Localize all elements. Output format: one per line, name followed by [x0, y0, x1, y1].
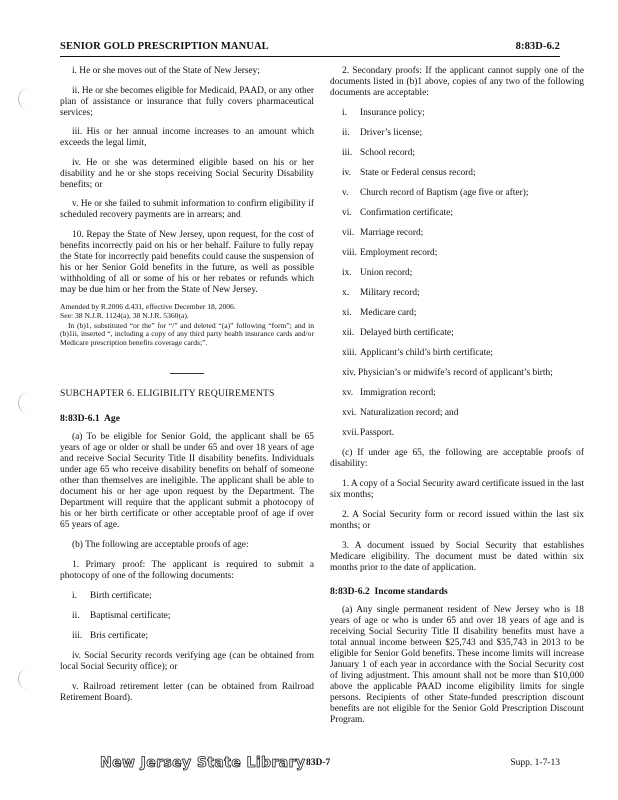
list-item-text: Delayed birth certificate; [360, 328, 454, 338]
page-number: 83D-7 [306, 758, 331, 768]
list-item-number: vii. [342, 228, 355, 238]
amendment-note: In (b)1, substituted “or the” for “/” and deleted “(a)” following “form”; and in (b)1ii, inserted “, including a copy of any third party health insurance cards and/or Medicare prescription benefits coverage cards;”. [60, 320, 314, 347]
list-item: iii. His or her annual income increases to an amount which exceeds the legal limit, [60, 127, 314, 148]
list-item-text: Church record of Baptism (age five or after); [360, 188, 529, 198]
list-item [330, 388, 584, 399]
subchapter-heading: SUBCHAPTER 6. ELIGIBILITY REQUIREMENTS [60, 388, 275, 400]
section-heading-number: 8:83D-6.2 [330, 585, 370, 597]
list-item [330, 148, 584, 159]
list-item [330, 428, 584, 439]
list-item: v. He or she failed to submit information to confirm eligibility if scheduled recovery payments are in arrears; and [60, 199, 314, 220]
paragraph: (a) Any single permanent resident of New Jersey who is 18 years of age or who is under 65 and over 18 years of age and is receiving Social Security Title II disability benefits must have a total annual income between $25,743 and $35,743 in 2013 to be eligible for Senior Gold benefits. These income limits will increase January 1 of each year in accordance with the Social Security cost of living adjustment. This amount shall not be more than $10,000 above the applicable PAAD income eligibility limits for single persons. Recipients of other State-funded prescription discount benefits are not eligible for the Senior Gold Prescription Discount Program. [330, 604, 584, 725]
list-item [60, 611, 314, 622]
list-item-text: Confirmation certificate; [360, 208, 453, 218]
list-item-text: Bris certificate; [90, 631, 149, 642]
list-item-number: viii. [342, 248, 357, 258]
section-heading-title: Income standards [374, 585, 448, 597]
list-item [330, 128, 584, 139]
list-item: xiv. Physician’s or midwife’s record of applicant’s birth; [342, 368, 553, 378]
list-item-text: Marriage record; [360, 228, 424, 238]
list-item: iv. He or she was determined eligible based on his or her disability and he or she stops receiving Social Security Disability benefits; or [60, 157, 314, 190]
library-stamp: New Jersey State Library [100, 755, 306, 771]
list-item-number: x. [342, 288, 350, 298]
list-item [330, 268, 584, 279]
paragraph: 1. A copy of a Social Security award certificate issued in the last six months; [330, 478, 584, 500]
list-item [330, 308, 584, 319]
list-item-text: Medicare card; [360, 308, 417, 318]
list-item-text: Birth certificate; [90, 591, 152, 602]
list-item-text: Passport. [360, 427, 395, 438]
list-item-number: iv. [342, 168, 352, 178]
amendment-note: Amended by R.2006 d.431, effective December 18, 2006. [60, 301, 236, 311]
list-item-number: xvii. [342, 427, 359, 438]
list-item-text: Employment record; [360, 248, 438, 258]
manual-title: SENIOR GOLD PRESCRIPTION MANUAL [60, 41, 269, 52]
punch-hole-mark [18, 668, 39, 690]
list-item-number: xv. [342, 387, 354, 398]
list-item-text: State or Federal census record; [360, 168, 476, 178]
list-item-text: Applicant’s child’s birth certificate; [360, 348, 494, 358]
list-item [330, 348, 584, 359]
list-item-text: Naturalization record; and [360, 407, 459, 418]
paragraph-repay: 10. Repay the State of New Jersey, upon request, for the cost of benefits incorrectly paid on his or her behalf. Failure to fully repay the State for incorrectly paid benefits could cause the suspension of his or her Senior Gold benefits in the future, as well as possible withholding of all or some of his or her rebates or refunds which may be due him or her from the State of New Jersey. [60, 229, 314, 295]
section-heading-title: Age [103, 413, 120, 425]
secondary-proofs-list [330, 108, 584, 439]
list-item-text: School record; [360, 148, 415, 158]
list-item-number: vi. [342, 208, 352, 218]
list-item-number: iii. [72, 631, 83, 642]
list-item-number: i. [342, 108, 347, 118]
list-item [330, 108, 584, 119]
punch-hole-mark [18, 392, 39, 414]
list-item [330, 248, 584, 259]
list-item [330, 408, 584, 419]
list-item-number: ii. [342, 128, 350, 138]
section-heading [330, 586, 584, 597]
supplement-date: Supp. 1-7-13 [510, 758, 560, 768]
punch-hole-mark [18, 88, 39, 110]
running-header [60, 40, 560, 57]
list-item-number: iii. [342, 148, 353, 158]
list-item-text: Union record; [360, 268, 413, 278]
list-item: iv. Social Security records verifying age (can be obtained from local Social Security office); or [60, 651, 314, 673]
section-number: 8:83D-6.2 [515, 41, 560, 52]
list-item-number: ii. [72, 611, 80, 622]
list-item-number: xiii. [342, 348, 357, 358]
list-item [330, 168, 584, 179]
list-item-text: Immigration record; [360, 387, 436, 398]
list-item [60, 631, 314, 642]
right-column [330, 66, 584, 735]
paragraph: 3. A document issued by Social Security that establishes Medicare eligibility. The document must be dated within six months prior to the date of application. [330, 540, 584, 573]
list-item-number: ix. [342, 268, 352, 278]
section-heading-number: 8:83D-6.1 [60, 413, 100, 425]
list-item-number: xvi. [342, 407, 357, 418]
list-item [60, 591, 314, 602]
amendment-note: See: 38 N.J.R. 1124(a), 38 N.J.R. 5360(a). [60, 311, 189, 321]
list-item-text: Baptismal certificate; [90, 611, 171, 622]
paragraph: 2. A Social Security form or record issued within the last six months; or [330, 509, 584, 531]
paragraph: (c) If under age 65, the following are acceptable proofs of disability: [330, 447, 584, 469]
paragraph: 1. Primary proof: The applicant is required to submit a photocopy of one of the following documents: [60, 560, 314, 582]
paragraph: (b) The following are acceptable proofs of age: [72, 540, 249, 551]
list-item-text: Insurance policy; [360, 108, 425, 118]
list-item-number: xi. [342, 308, 352, 318]
list-item [330, 188, 584, 199]
list-item-number: xii. [342, 328, 355, 338]
list-item: i. He or she moves out of the State of New Jersey; [72, 66, 260, 76]
list-item [330, 328, 584, 339]
paragraph: (a) To be eligible for Senior Gold, the applicant shall be 65 years of age or older or shall be under 65 and over 18 years of age and receive Social Security Title II disability benefits. Individuals under age 65 who receive disability benefits on behalf of someone other than themselves are ineligible. The applicant shall be able to document his or her age upon request by the Department. The Department will require that the applicant submit a photocopy of his or her birth certificate or other acceptable proof of age if over 65 years of age. [60, 432, 314, 531]
list-item: v. Railroad retirement letter (can be obtained from Railroad Retirement Board). [60, 681, 314, 703]
list-item-number: i. [72, 591, 77, 602]
list-item-number: v. [342, 188, 349, 198]
list-item-text: Driver’s license; [360, 128, 423, 138]
list-item [330, 288, 584, 299]
list-item [330, 228, 584, 239]
list-item [330, 208, 584, 219]
list-item-text: Military record; [360, 288, 420, 298]
list-item: ii. He or she becomes eligible for Medicaid, PAAD, or any other plan of assistance or insurance that fully covers pharmaceutical services; [60, 85, 314, 118]
left-column [60, 66, 314, 712]
section-heading [60, 413, 314, 424]
section-divider [170, 373, 204, 374]
page-footer [0, 755, 618, 778]
paragraph: 2. Secondary proofs: If the applicant cannot supply one of the documents listed in (b)1 above, copies of any two of the following documents are acceptable: [330, 66, 584, 98]
